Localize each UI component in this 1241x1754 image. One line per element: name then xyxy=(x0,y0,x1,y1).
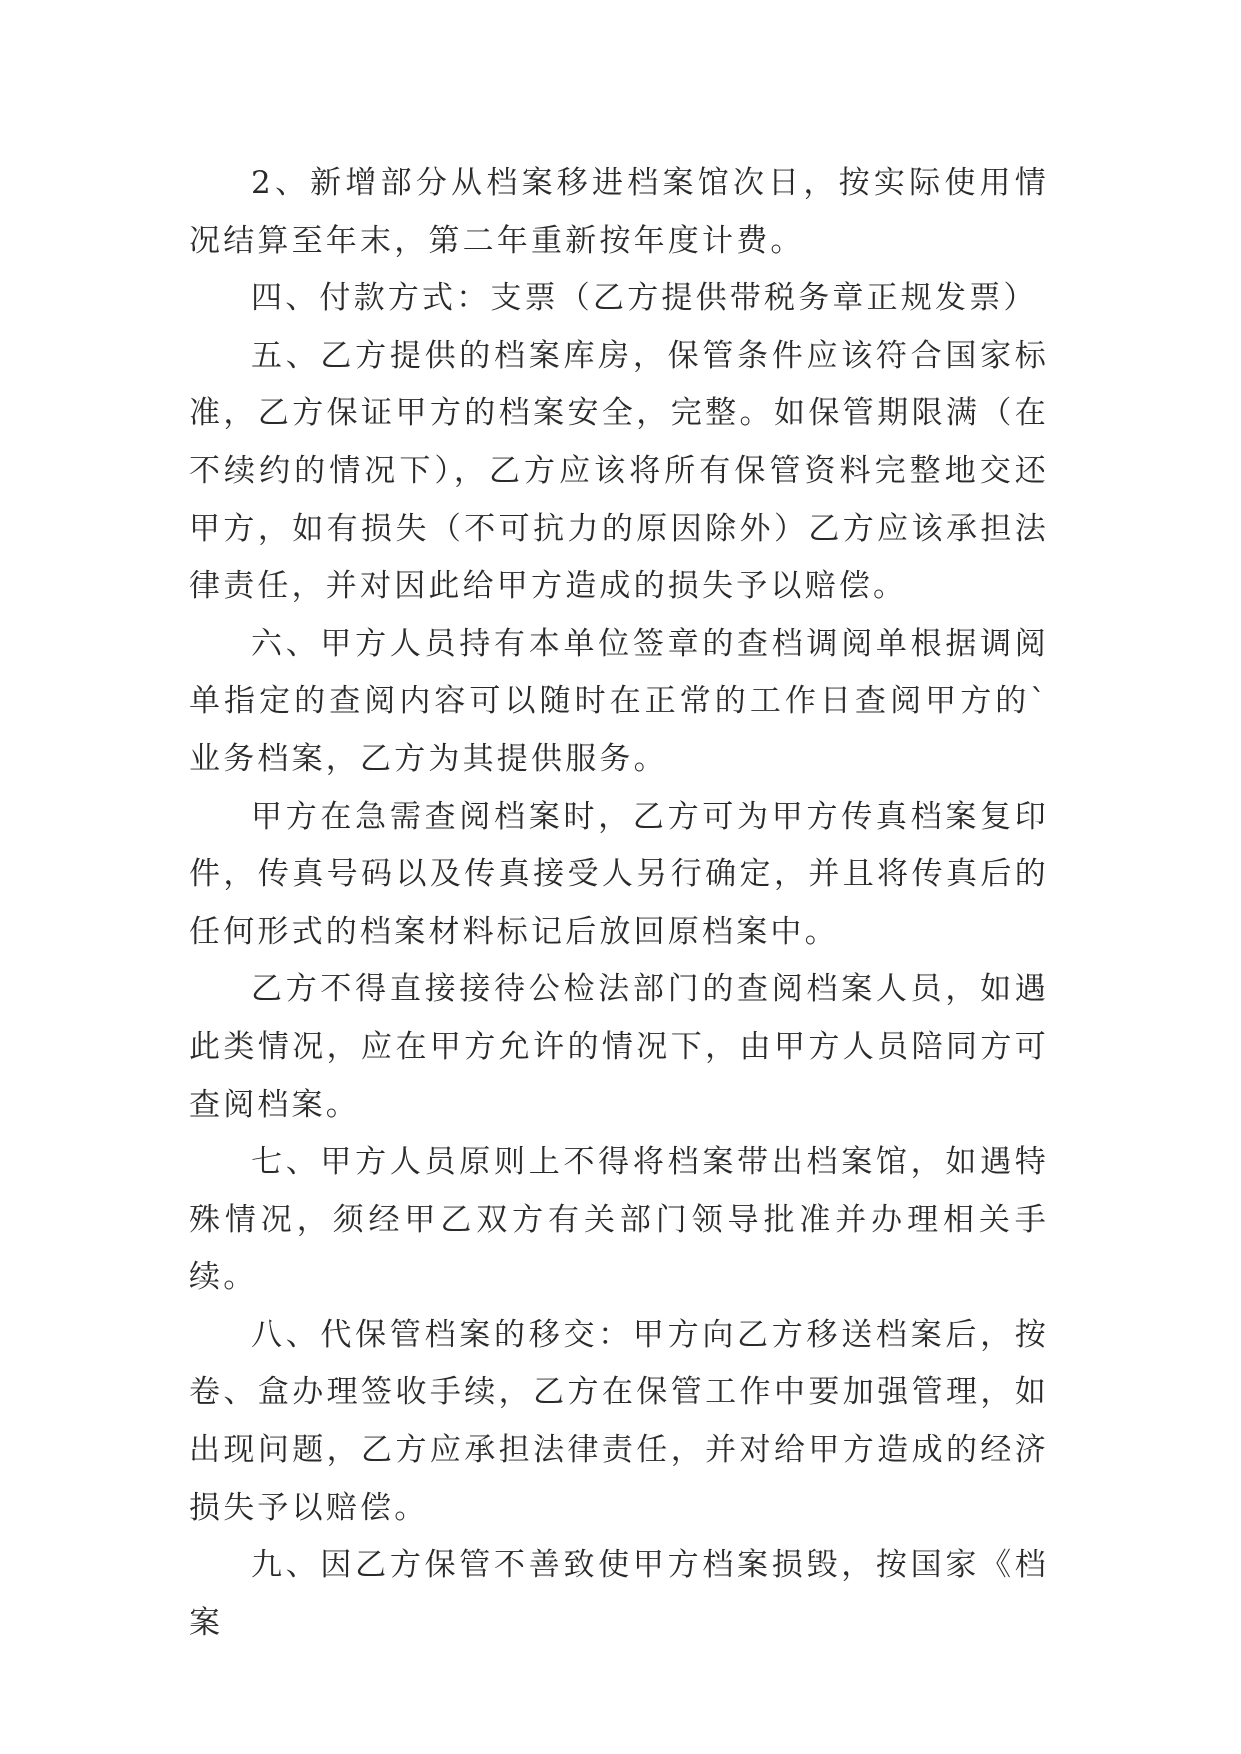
paragraph-damage-liability: 九、因乙方保管不善致使甲方档案损毁，按国家《档案 xyxy=(189,1547,1049,1641)
paragraph-archive-access: 六、甲方人员持有本单位签章的查档调阅单根据调阅单指定的查阅内容可以随时在正常的工作日查阅甲方的`业务档案，乙方为其提供服务。 xyxy=(189,625,1049,777)
paragraph-handover: 八、代保管档案的移交：甲方向乙方移送档案后，按卷、盒办理签收手续，乙方在保管工作中要加强管理，如出现问题，乙方应承担法律责任，并对给甲方造成的经济损失予以赔偿。 xyxy=(189,1316,1049,1526)
paragraph-fee-new-part: 2、新增部分从档案移进档案馆次日，按实际使用情况结算至年末，第二年重新按年度计费。 xyxy=(189,165,1049,259)
paragraph-law-enforcement-access: 乙方不得直接接待公检法部门的查阅档案人员，如遇此类情况，应在甲方允许的情况下，由甲方人员陪同方可查阅档案。 xyxy=(189,971,1049,1123)
document-body xyxy=(189,155,1049,1652)
paragraph-payment-method: 四、付款方式：支票（乙方提供带税务章正规发票） xyxy=(251,280,1038,317)
paragraph-storage-conditions: 五、乙方提供的档案库房，保管条件应该符合国家标准，乙方保证甲方的档案安全，完整。如保管期限满（在不续约的情况下），乙方应该将所有保管资料完整地交还甲方，如有损失（不可抗力的原因除外）乙方应该承担法律责任，并对因此给甲方造成的损失予以赔偿。 xyxy=(189,337,1049,605)
paragraph-fax-copies: 甲方在急需查阅档案时，乙方可为甲方传真档案复印件，传真号码以及传真接受人另行确定，并且将传真后的任何形式的档案材料标记后放回原档案中。 xyxy=(189,798,1049,950)
paragraph-removal-restriction: 七、甲方人员原则上不得将档案带出档案馆，如遇特殊情况，须经甲乙双方有关部门领导批准并办理相关手续。 xyxy=(189,1144,1049,1296)
